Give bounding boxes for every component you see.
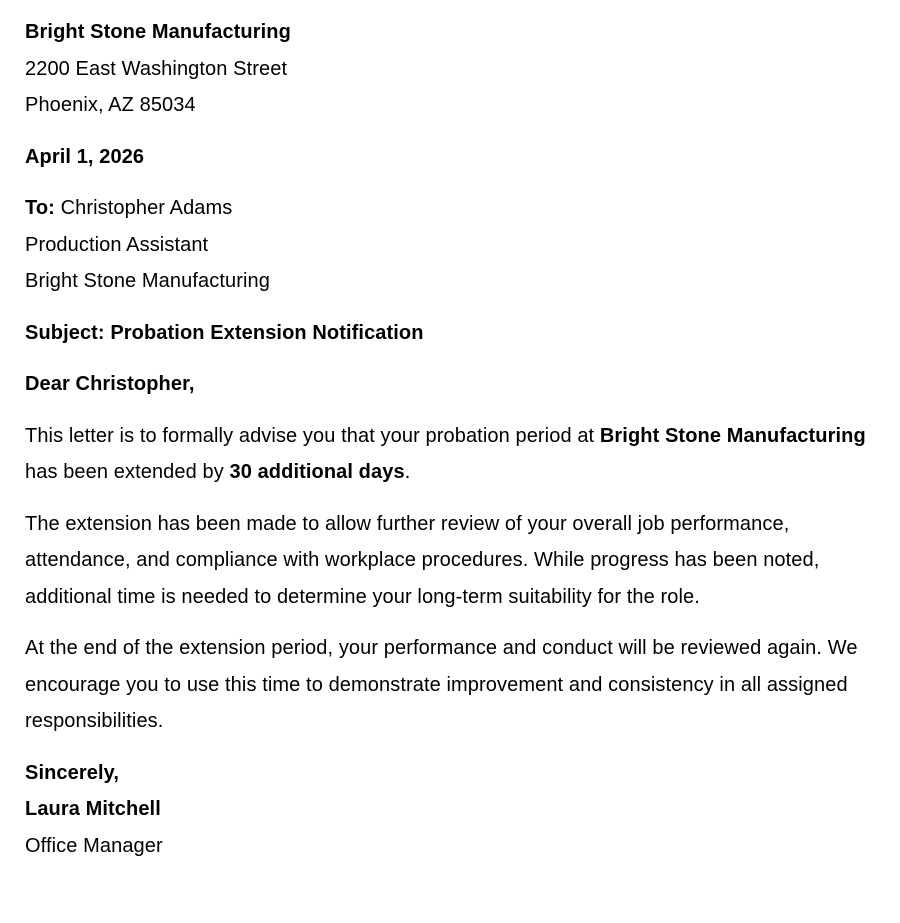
recipient-block — [25, 190, 866, 300]
para1-seg3: has been extended by — [25, 461, 230, 483]
closing-block — [25, 755, 866, 865]
salutation: Dear Christopher, — [25, 373, 195, 395]
para1-company-bold: Bright Stone Manufacturing — [599, 424, 866, 447]
letter-date: April 1, 2026 — [25, 145, 145, 168]
sender-company: Bright Stone Manufacturing — [25, 21, 291, 43]
sender-city-state-zip: Phoenix, AZ 85034 — [25, 94, 196, 116]
recipient-name: Christopher Adams — [60, 197, 233, 219]
body-paragraph-1 — [25, 418, 866, 491]
recipient-company: Bright Stone Manufacturing — [25, 270, 270, 292]
closing-title: Office Manager — [25, 834, 163, 857]
body-paragraph-3: At the end of the extension period, your performance and conduct will be reviewed again. We encourage you to use this time to demonstrate improvement and consistency in all assigned responsibilities. — [25, 637, 858, 732]
para1-seg1: This letter is to formally advise you that your probation period at — [25, 424, 600, 447]
recipient-line — [25, 190, 866, 227]
sender-block — [25, 14, 866, 124]
recipient-title: Production Assistant — [25, 233, 209, 256]
to-label: To: — [25, 197, 55, 219]
para1-seg5: . — [404, 461, 411, 483]
sender-street: 2200 East Washington Street — [25, 57, 288, 80]
closing-name: Laura Mitchell — [25, 798, 161, 820]
subject-block — [25, 315, 866, 352]
salutation-block — [25, 366, 866, 403]
closing-signoff: Sincerely, — [25, 761, 120, 784]
subject-line: Subject: Probation Extension Notification — [25, 321, 424, 344]
date-block — [25, 139, 866, 176]
body-paragraph-2: The extension has been made to allow further review of your overall job performance, attendance, and compliance with workplace procedures. While progress has been noted, additional time is needed to determine your long-term suitability for the role. — [25, 512, 820, 608]
para1-days-bold: 30 additional days — [229, 461, 405, 483]
